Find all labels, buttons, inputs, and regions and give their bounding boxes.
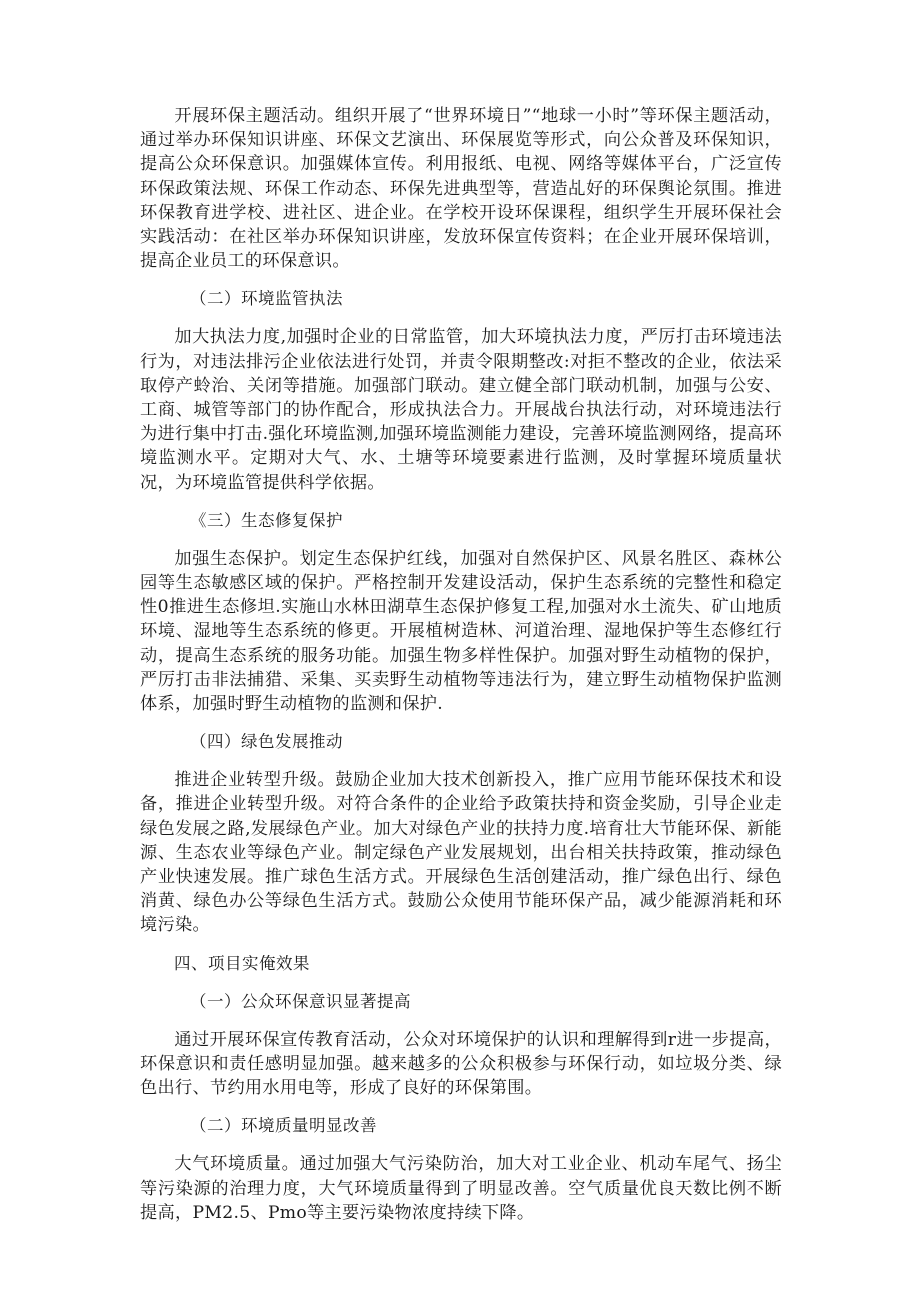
- paragraph-publicity-activities: 开展环保主题活动。组织开展了“世界环境日”“地球一小时”等环保主题活动，通过举办环保知识讲座、环保文艺演出、环保展览等形式，向公众普及环保知识，提高公众环保意识。加强媒体宣传。利用报纸、电视、网络等媒体平台，广泛宣传环保政策法规、环保工作动态、环保先进典型等，营造乩好的环保舆论氛围。推进环保教育进学校、进社区、进企业。在学校开设环保课程，组织学生开展环保社会实践活动：在社区举办环保知识讲座，发放环保宣传资料；在企业开展环保培训，提高企业员工的环保意识。: [140, 106, 782, 272]
- paragraph-public-awareness: 通过开展环保宣传教育活动，公众对环境保护的认识和理解得到r进一步提高，环保意识和责任感明显加强。越来越多的公众积极参与环保行动，如垃圾分类、绿色出行、节约用水用电等，形成了良好的环保第围。: [140, 1029, 782, 1099]
- chapter-heading-project-effects: 四、项目实俺效果: [174, 953, 310, 973]
- section-heading-green-development: （四）绿色发展推动: [190, 732, 343, 752]
- document-page: [140, 104, 782, 1225]
- section-heading-public-awareness: （一）公众环保意识显著提高: [190, 991, 411, 1011]
- paragraph-ecological-protection: 加强生态保护。划定生态保护红线，加强对自然保护区、风景名胜区、森林公园等生态敏感区域的保护。严格控制开发建设活动，保护生态系统的完整性和稳定性0推进生态修坦.实施山水林田湖草生态保护修复工程,加强对水土流失、矿山地质环境、湿地等生态系统的修更。开展植树造林、河道治理、湿地保护等生态修红行动，提高生态系统的服务功能。加强生物多样性保护。加强对野生动植物的保护，严厉打击非法捕猎、采集、买卖野生动植物等违法行为，建立野生动植物保护监测体系，加强时野生动植物的监测和保护.: [140, 548, 782, 715]
- paragraph-air-quality: 大气环境质量。通过加强大气污染防治，加大对工业企业、机动车尾气、扬尘等污染源的治理力度，大气环境质量得到了明显改善。空气质量优良天数比例不断提高，PM2.5、Pmo等主要污染物浓度持续下降。: [140, 1154, 782, 1223]
- paragraph-law-enforcement: 加大执法力度,加强时企业的日常监管，加大环境执法力度，严厉打击环境违法行为，对违法排污企业依法进行处罚，并责令限期整改:对拒不整改的企业，依法采取停产蛉治、关闭等措施。加强部门联动。建立健全部门联动机制，加强与公安、工商、城管等部门的协作配合，形成执法合力。开展战台执法行动，对环境违法行为进行集中打击.强化环境监测,加强环境监测能力建设，完善环境监测网络，提高环境监测水平。定期对大气、水、土塘等环境要素进行监测，及时掌握环境质量状况，为环境监管提供科学依据。: [140, 327, 782, 493]
- section-heading-ecological-restoration: 《三）生态修复保护: [190, 510, 343, 530]
- section-heading-supervision: （二）环境监管执法: [190, 289, 343, 309]
- section-heading-environment-quality: （二）环境质量明显改善: [190, 1116, 377, 1136]
- paragraph-enterprise-transformation: 推进企业转型升级。鼓励企业加大技术创新投入，推广应用节能环保技术和设备，推进企业转型升级。对符合条件的企业给予政策扶持和资金奖励，引导企业走绿色发展之路,发展绿色产业。加大对绿色产业的扶持力度.培育壮大节能环保、新能源、生态农业等绿色产业。制定绿色产业发展规划，出台相关扶持政策，推动绿色产业快速发展。推广球色生活方式。开展绿色生活创建活动，推广绿色出行、绿色消黄、绿色办公等绿色生活方式。鼓励公众使用节能环保产品，减少能源消耗和环境污染。: [140, 770, 782, 936]
